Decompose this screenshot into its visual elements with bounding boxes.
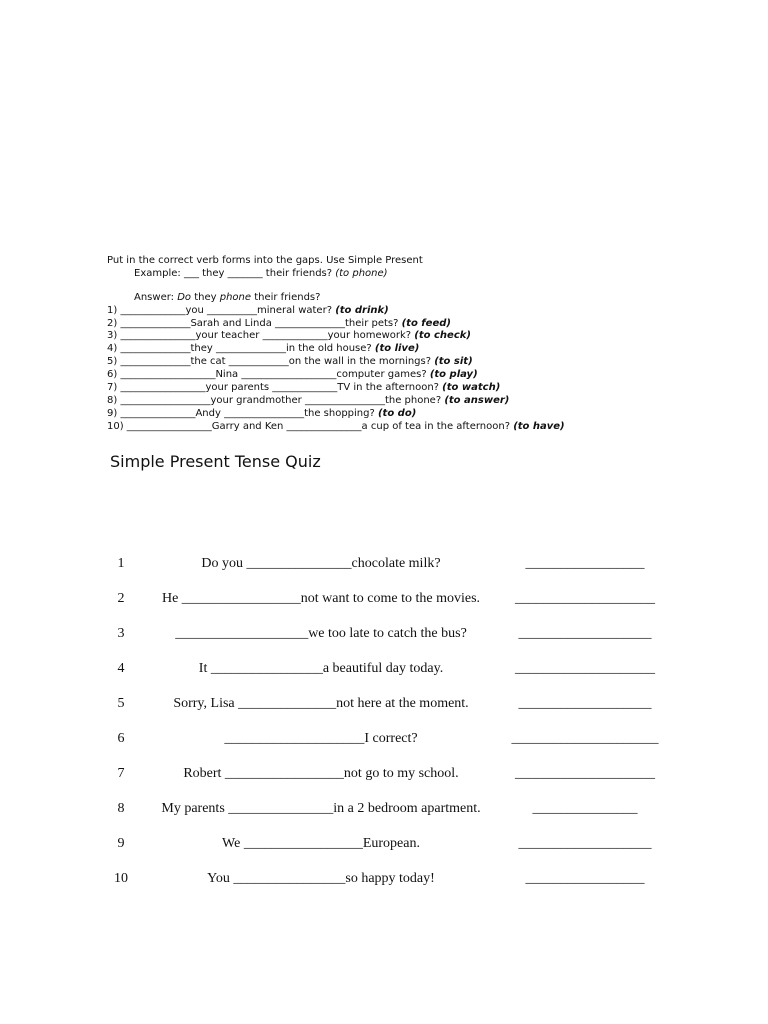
item-hint: (to feed) bbox=[401, 317, 451, 329]
answer-phone: phone bbox=[219, 291, 252, 303]
quiz-row bbox=[0, 661, 768, 681]
exercise-item bbox=[107, 305, 565, 318]
question-text: Do you _______________chocolate milk? bbox=[201, 556, 441, 571]
exercise-item bbox=[107, 318, 565, 331]
exercise-item bbox=[107, 421, 565, 434]
item-hint: (to drink) bbox=[335, 304, 389, 316]
exercise-item bbox=[107, 369, 565, 382]
answer-end: their friends? bbox=[251, 291, 321, 303]
answer-blank: _____________________ bbox=[511, 731, 659, 746]
answer-blank: ___________________ bbox=[518, 836, 652, 851]
question-number: 9 bbox=[117, 836, 125, 851]
item-hint: (to sit) bbox=[434, 356, 473, 368]
item-text: 7) _________________your parents _____________TV in the afternoon? bbox=[107, 382, 443, 394]
question-text: Sorry, Lisa ______________not here at the moment. bbox=[173, 696, 469, 711]
answer-blank: _________________ bbox=[525, 871, 645, 886]
exercise-item bbox=[107, 343, 565, 356]
quiz-row bbox=[0, 731, 768, 751]
exercise-item bbox=[107, 382, 565, 395]
quiz-row bbox=[0, 801, 768, 821]
exercise-item bbox=[107, 408, 565, 421]
item-hint: (to play) bbox=[429, 369, 478, 381]
item-hint: (to check) bbox=[414, 330, 471, 342]
question-number: 7 bbox=[117, 766, 125, 781]
quiz-row bbox=[0, 556, 768, 576]
item-text: 1) _____________you __________mineral water? bbox=[107, 304, 336, 316]
question-text: He _________________not want to come to the movies. bbox=[161, 591, 481, 606]
item-text: 9) _______________Andy ________________the shopping? bbox=[107, 407, 378, 419]
answer-line bbox=[107, 292, 565, 305]
question-number: 6 bbox=[117, 731, 125, 746]
spacer bbox=[107, 281, 565, 292]
quiz-row bbox=[0, 871, 768, 891]
question-text: It ________________a beautiful day today. bbox=[198, 661, 444, 676]
item-hint: (to answer) bbox=[444, 394, 510, 406]
exercise-item bbox=[107, 395, 565, 408]
item-text: 6) ___________________Nina ___________________computer games? bbox=[107, 369, 430, 381]
question-text: ___________________we too late to catch the bus? bbox=[175, 626, 467, 641]
example-line bbox=[107, 268, 565, 281]
answer-blank: ____________________ bbox=[515, 591, 655, 606]
question-number: 3 bbox=[117, 626, 125, 641]
quiz-row bbox=[0, 626, 768, 646]
item-text: 8) __________________your grandmother ________________the phone? bbox=[107, 394, 445, 406]
answer-do: Do bbox=[177, 291, 192, 303]
answer-blank: _______________ bbox=[532, 801, 638, 816]
exercise-item bbox=[107, 330, 565, 343]
exercise-instruction: Put in the correct verb forms into the gaps. Use Simple Present bbox=[107, 255, 423, 266]
question-number: 8 bbox=[117, 801, 125, 816]
item-hint: (to do) bbox=[377, 407, 417, 419]
item-text: 4) ______________they ______________in the old house? bbox=[107, 343, 375, 355]
question-text: ____________________I correct? bbox=[224, 731, 418, 746]
item-hint: (to watch) bbox=[442, 382, 501, 394]
example-text: ___ they _______ their friends? bbox=[180, 267, 336, 279]
item-text: 2) ______________Sarah and Linda ______________their pets? bbox=[107, 317, 402, 329]
question-number: 1 bbox=[117, 556, 125, 571]
quiz-row bbox=[0, 696, 768, 716]
answer-blank: ___________________ bbox=[518, 626, 652, 641]
question-text: Robert _________________not go to my school. bbox=[183, 766, 459, 781]
answer-mid: they bbox=[191, 291, 220, 303]
question-number: 5 bbox=[117, 696, 125, 711]
quiz-row bbox=[0, 591, 768, 611]
answer-blank: ____________________ bbox=[515, 661, 655, 676]
exercise-item bbox=[107, 356, 565, 369]
question-text: You ________________so happy today! bbox=[207, 871, 435, 886]
quiz-title: Simple Present Tense Quiz bbox=[110, 452, 321, 471]
answer-blank: ___________________ bbox=[518, 696, 652, 711]
answer-label: Answer: bbox=[134, 291, 178, 303]
answer-blank: ____________________ bbox=[515, 766, 655, 781]
item-text: 3) _______________your teacher _____________your homework? bbox=[107, 330, 415, 342]
exercise-section bbox=[107, 255, 565, 434]
item-text: 10) _________________Garry and Ken _______________a cup of tea in the afternoon? bbox=[107, 420, 514, 432]
question-text: My parents _______________in a 2 bedroom apartment. bbox=[161, 801, 481, 816]
example-hint: (to phone) bbox=[335, 267, 388, 279]
question-number: 2 bbox=[117, 591, 125, 606]
item-hint: (to live) bbox=[374, 343, 420, 355]
example-label: Example: bbox=[134, 267, 181, 279]
question-number: 4 bbox=[117, 661, 125, 676]
item-hint: (to have) bbox=[513, 420, 565, 432]
quiz-row bbox=[0, 836, 768, 856]
item-text: 5) ______________the cat ____________on the wall in the mornings? bbox=[107, 356, 435, 368]
quiz-row bbox=[0, 766, 768, 786]
question-text: We _________________European. bbox=[222, 836, 420, 851]
question-number: 10 bbox=[114, 871, 128, 886]
answer-blank: _________________ bbox=[525, 556, 645, 571]
